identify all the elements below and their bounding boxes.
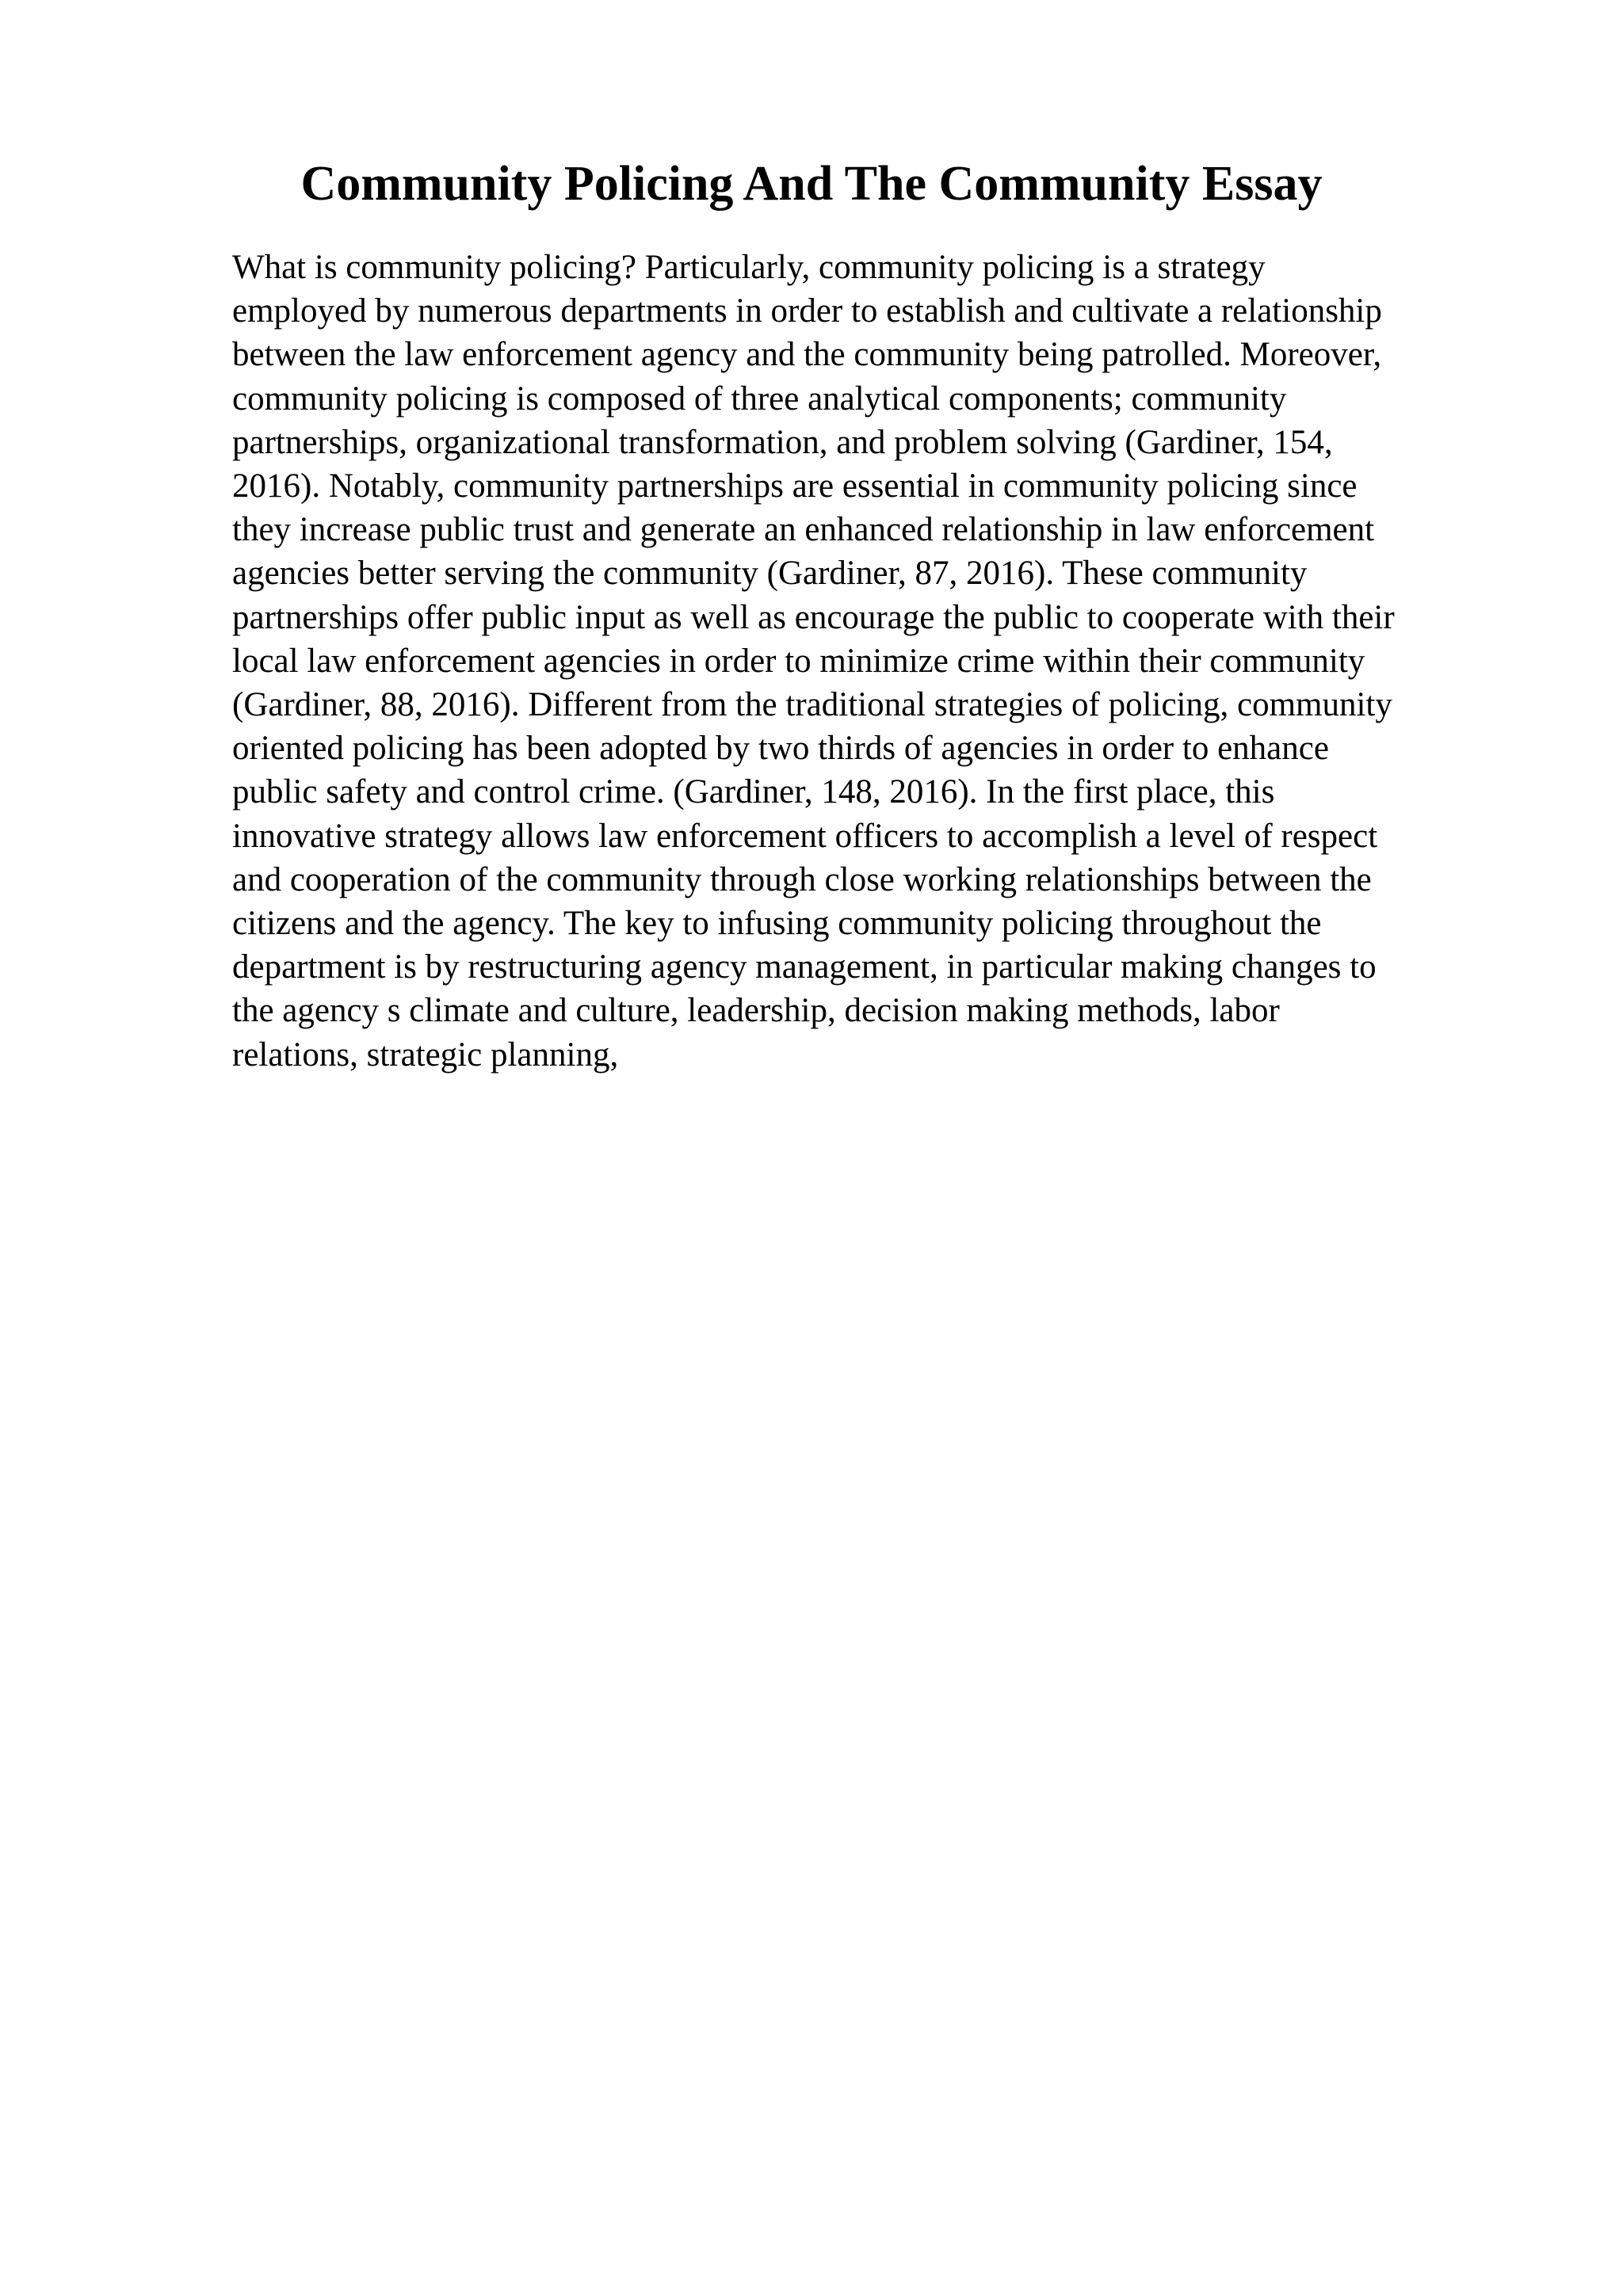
paragraph-line: 2016). Notably, community partnerships are essential in community policing since [232,467,1358,505]
document-title: Community Policing And The Community Essay [300,157,1323,211]
paragraph-line: citizens and the agency. The key to infusing community policing throughout the [232,905,1322,943]
paragraph-line: department is by restructuring agency management, in particular making changes to [232,948,1377,986]
paragraph-line: local law enforcement agencies in order to minimize crime within their community [232,642,1365,680]
paragraph-line: partnerships, organizational transformation, and problem solving (Gardiner, 154, [232,423,1333,461]
paragraph-line: they increase public trust and generate an enhanced relationship in law enforcement [232,511,1375,549]
paragraph-line: innovative strategy allows law enforcement officers to accomplish a level of respect [232,817,1378,855]
paragraph-line: the agency s climate and culture, leadership, decision making methods, labor [232,992,1280,1030]
paragraph-line: between the law enforcement agency and the community being patrolled. Moreover, [232,336,1382,374]
paragraph-line: oriented policing has been adopted by two thirds of agencies in order to enhance [232,730,1329,768]
essay-paragraph [232,246,1500,1077]
paragraph-line: (Gardiner, 88, 2016). Different from the traditional strategies of policing, community [232,686,1392,724]
paragraph-line: partnerships offer public input as well as encourage the public to cooperate with their [232,598,1395,636]
paragraph-line: employed by numerous departments in order to establish and cultivate a relationship [232,292,1382,330]
paragraph-line: agencies better serving the community (Gardiner, 87, 2016). These community [232,555,1308,593]
paragraph-line: community policing is composed of three analytical components; community [232,379,1287,418]
paragraph-line: public safety and control crime. (Gardiner, 148, 2016). In the first place, this [232,773,1275,811]
paragraph-line: and cooperation of the community through close working relationships between the [232,860,1372,898]
paragraph-line: relations, strategic planning, [232,1035,619,1074]
paragraph-line: What is community policing? Particularly, community policing is a strategy [232,249,1266,286]
